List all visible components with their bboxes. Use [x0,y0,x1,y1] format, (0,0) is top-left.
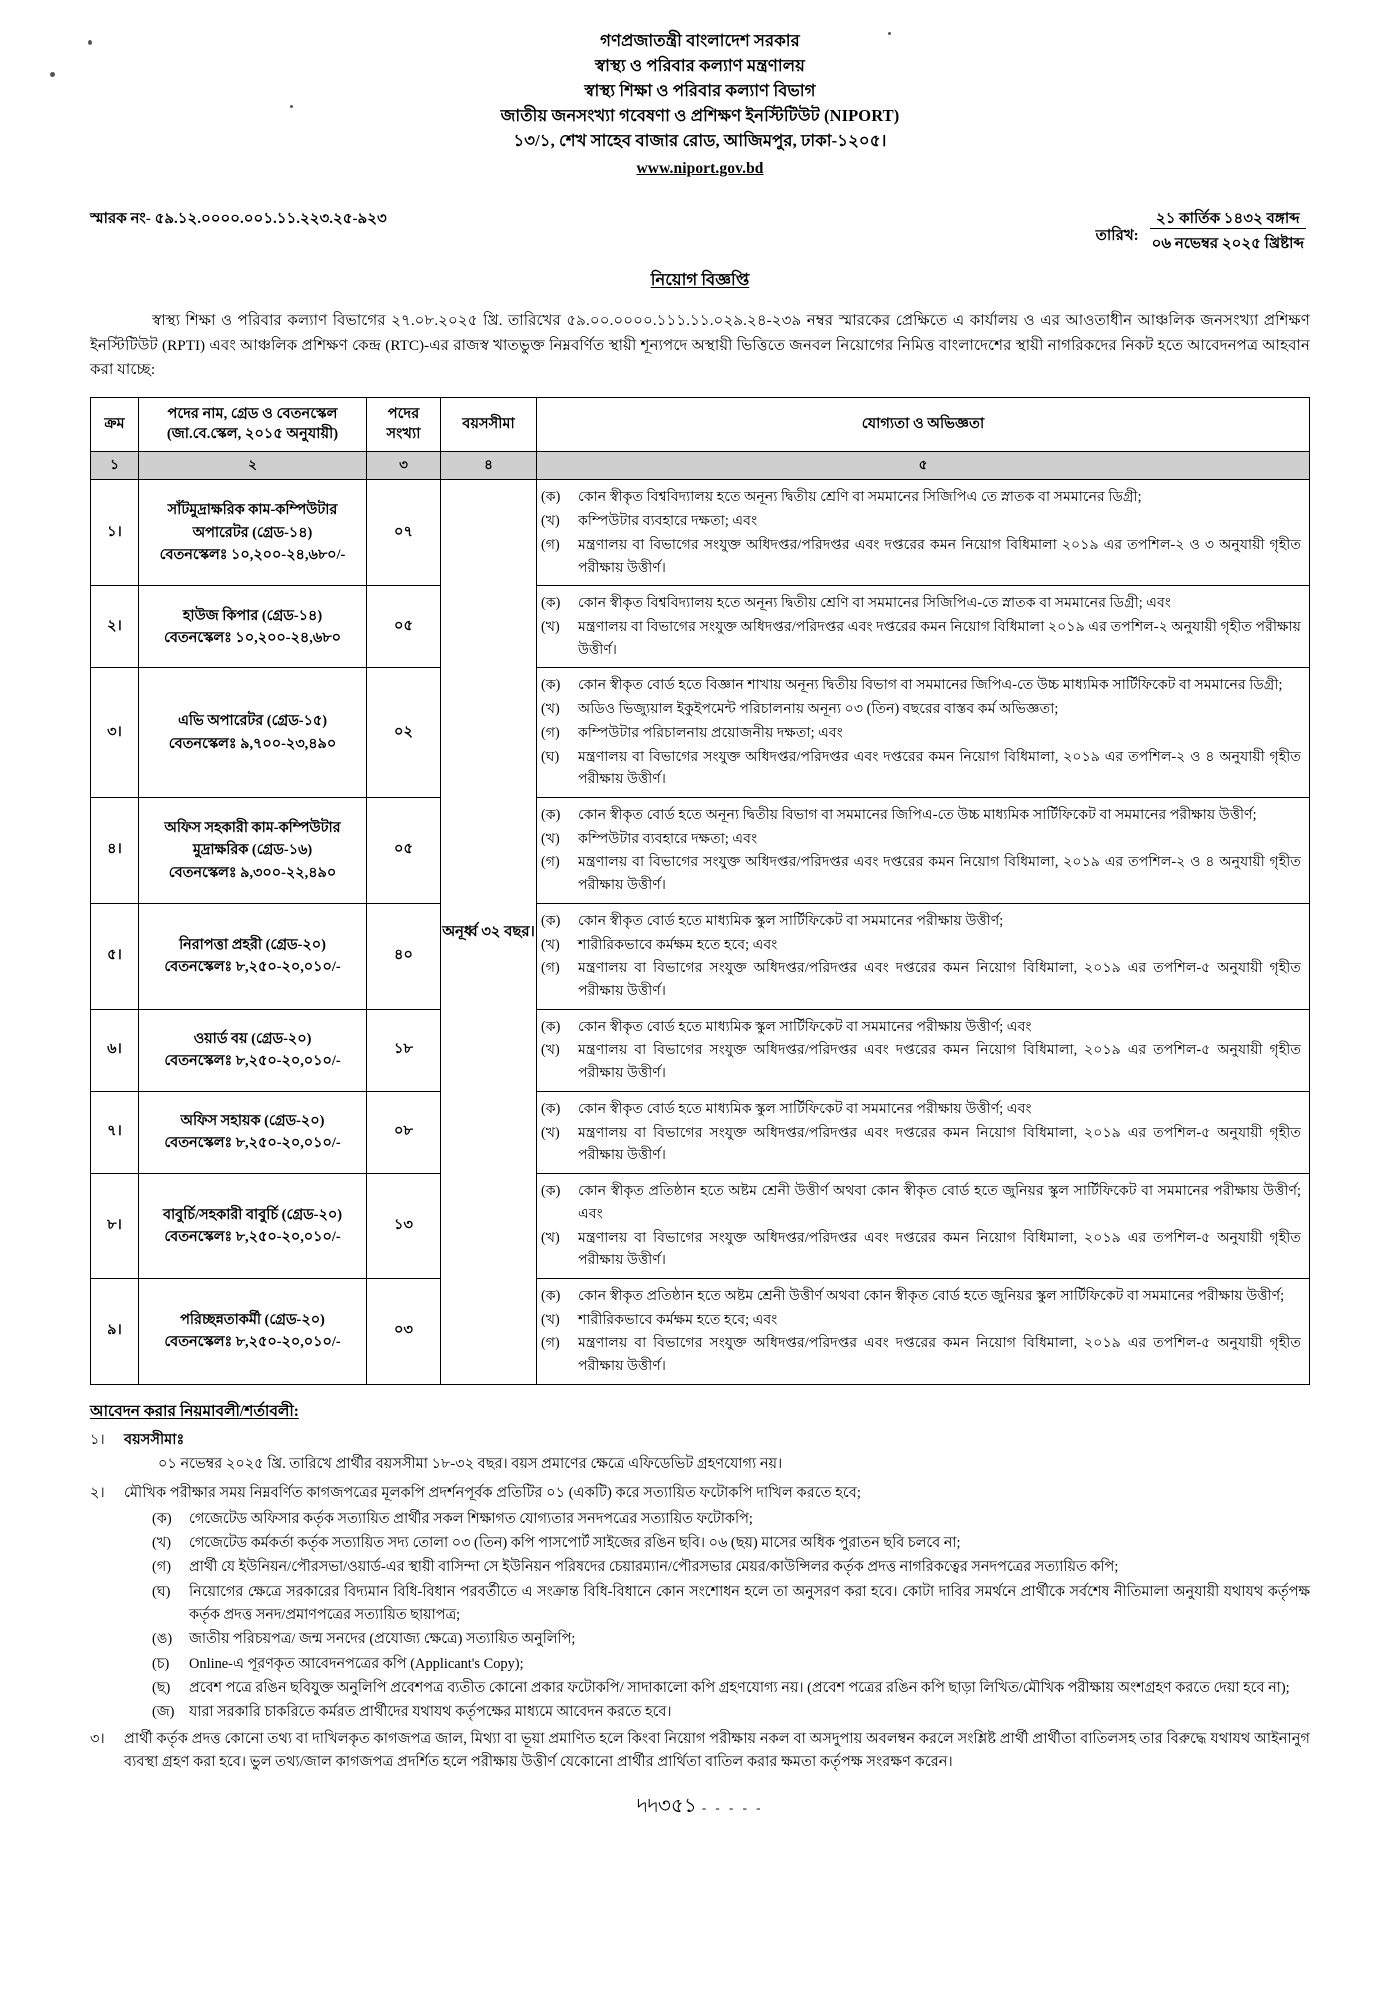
qualification-list [541,592,1301,661]
cell-post [139,1009,367,1091]
vacancy-table [90,397,1310,1385]
institute-name: জাতীয় জনসংখ্যা গবেষণা ও প্রশিক্ষণ ইনস্টিটিউট (NIPORT) [500,106,900,126]
qualification-text: মন্ত্রণালয় বা বিভাগের সংযুক্ত অধিদপ্তর/পরিদপ্তর এবং দপ্তরের কমন নিয়োগ বিধিমালা, ২০১৯ এর তপশিল-৫ অনুযায়ী গৃহীত পরীক্ষায় উত্তীর্ণ। [578,1124,1301,1164]
condition-number: ১। [90,1431,105,1448]
condition-subtext: যারা সরকারি চাকরিতে কর্মরত প্রার্থীদের যথাযথ কর্তৃপক্ষের মাধ্যমে আবেদন করতে হবে। [189,1704,672,1721]
cell-serial: ৩। [91,668,139,798]
qualification-text: কম্পিউটার ব্যবহারে দক্ষতা; এবং [578,513,758,530]
cell-qualification [537,1278,1310,1384]
conditions-list [90,1429,1310,1775]
qualification-marker: (খ) [541,701,560,718]
cell-qualification [537,586,1310,668]
table-row [91,798,1310,904]
condition-submarker: (জ) [152,1704,175,1721]
qualification-marker: (খ) [541,830,560,847]
cell-count: ১৮ [367,1009,441,1091]
table-row [91,1174,1310,1279]
qualification-text: মন্ত্রণালয় বা বিভাগের সংযুক্ত অধিদপ্তর/পরিদপ্তর এবং দপ্তরের কমন নিয়োগ বিধিমালা, ২০১৯ এর তপশিল-৫ অনুযায়ী গৃহীত পরীক্ষায় উত্তীর্ণ। [578,960,1301,1000]
website-line [90,155,1310,181]
post-name: এভি অপারেটর (গ্রেড-১৫) [177,713,328,730]
cell-serial: ৪। [91,798,139,904]
qualification-item [541,1039,1301,1084]
cell-serial: ৮। [91,1174,139,1279]
condition-subtext: জাতীয় পরিচয়পত্র/ জন্ম সনদের (প্রযোজ্য ক্ষেত্রে) সত্যায়িত অনুলিপি; [189,1631,576,1648]
condition-subtext: প্রার্থী যে ইউনিয়ন/পৌরসভা/ওয়ার্ড-এর স্থায়ী বাসিন্দা সে ইউনিয়ন পরিষদের চেয়ারম্যান/পৌরসভার মেয়র/কাউন্সিলর কর্তৃক প্রদত্ত নাগরিকত্বের সনদপত্রের সত্যায়িত কপি; [189,1559,1119,1576]
cell-qualification [537,668,1310,798]
qualification-item [541,804,1301,827]
qualification-marker: (ক) [541,1018,561,1035]
qualification-item [541,934,1301,957]
table-row [91,668,1310,798]
qualification-list [541,486,1301,579]
qualification-marker: (খ) [541,513,560,530]
date-bangla: ২১ কার্তিক ১৪৩২ বঙ্গাব্দ [1150,211,1306,229]
qualification-marker: (খ) [541,936,560,953]
post-payscale: বেতনস্কেলঃ ১০,২০০-২৪,৬৮০/- [159,546,346,563]
division-name: স্বাস্থ্য শিক্ষা ও পরিবার কল্যাণ বিভাগ [584,81,816,101]
condition-submarker: (ঙ) [152,1631,173,1648]
qualification-marker: (ঘ) [541,748,560,765]
qualification-text: মন্ত্রণালয় বা বিভাগের সংযুক্ত অধিদপ্তর/পরিদপ্তর এবং দপ্তরের কমন নিয়োগ বিধিমালা, ২০১৯ এর তপশিল-২ ও ৪ অনুযায়ী গৃহীত পরীক্ষায় উত্তীর্ণ। [578,748,1301,788]
colnum-2: ২ [139,452,367,480]
condition-item [90,1728,1310,1775]
signature-dots: - - - - - [701,1799,764,1815]
scan-speck [88,40,92,45]
institute-address: ১৩/১, শেখ সাহেব বাজার রোড, আজিমপুর, ঢাকা-১২০৫। [513,131,887,151]
qualification-item [541,1180,1301,1225]
condition-body [124,1728,1310,1775]
condition-submarker: (ক) [152,1510,172,1527]
th-qualification: যোগ্যতা ও অভিজ্ঞতা [537,398,1310,452]
condition-title: বয়সসীমাঃ [124,1431,185,1448]
cell-serial: ১। [91,480,139,586]
condition-sublist [152,1508,1310,1725]
condition-submarker: (খ) [152,1534,172,1551]
cell-count: ০৩ [367,1278,441,1384]
scan-speck [50,72,55,77]
qualification-marker: (গ) [541,854,560,871]
condition-subitem [152,1628,1310,1651]
cell-count: ০২ [367,668,441,798]
cell-post [139,480,367,586]
condition-text: ০১ নভেম্বর ২০২৫ খ্রি. তারিখে প্রার্থীর বয়সসীমা ১৮-৩২ বছর। বয়স প্রমাণের ক্ষেত্রে এফিডেভিট গ্রহণযোগ্য নয়। [158,1456,783,1473]
table-row [91,903,1310,1009]
qualification-marker: (ক) [541,1287,561,1304]
cell-count: ০৫ [367,798,441,904]
cell-serial: ৭। [91,1091,139,1173]
date-values [1146,207,1310,257]
condition-subtext: গেজেটেড কর্মকর্তা কর্তৃক সত্যায়িত সদ্য তোলা ০৩ (তিন) কপি পাসপোর্ট সাইজের রঙিন ছবি। ০৬ (ছয়) মাসের অধিক পুরাতন ছবি চলবে না; [189,1534,961,1551]
qualification-text: কোন স্বীকৃত বোর্ড হতে বিজ্ঞান শাখায় অনূন্য দ্বিতীয় বিভাগ বা সমমানের জিপিএ-তে উচ্চ মাধ্যমিক সার্টিফিকেট বা সমমানের ডিগ্রী; [578,677,1283,694]
qualification-text: অডিও ভিজ্যুয়াল ইকুইপমেন্ট পরিচালনায় অনূন্য ০৩ (তিন) বছরের বাস্তব কর্ম অভিজ্ঞতা; [578,701,1059,718]
qualification-marker: (গ) [541,960,560,977]
qualification-marker: (ক) [541,595,561,612]
cell-qualification [537,798,1310,904]
qualification-list [541,674,1301,791]
qualification-text: কোন স্বীকৃত বোর্ড হতে মাধ্যমিক স্কুল সার্টিফিকেট বা সমমানের পরীক্ষায় উত্তীর্ণ; [578,912,1004,929]
post-name: নিরাপত্তা প্রহরী (গ্রেড-২০) [179,936,326,953]
qualification-item [541,722,1301,745]
post-payscale: বেতনস্কেলঃ ৮,২৫০-২০,০১০/- [164,959,341,976]
table-body [91,480,1310,1384]
govt-name: গণপ্রজাতন্ত্রী বাংলাদেশ সরকার [600,31,800,50]
qualification-text: মন্ত্রণালয় বা বিভাগের সংযুক্ত অধিদপ্তর/পরিদপ্তর এবং দপ্তরের কমন নিয়োগ বিধিমালা, ২০১৯ এর তপশিল-২ ও ৪ অনুযায়ী গৃহীত পরীক্ষায় উত্তীর্ণ। [578,854,1301,894]
table-column-number-row [91,452,1310,480]
qualification-item [541,486,1301,509]
cell-post [139,903,367,1009]
post-payscale: বেতনস্কেলঃ ৮,২৫০-২০,০১০/- [164,1334,341,1351]
qualification-marker: (গ) [541,1335,560,1352]
colnum-1: ১ [91,452,139,480]
post-name: হাউজ কিপার (গ্রেড-১৪) [182,607,323,624]
qualification-marker: (খ) [541,618,560,635]
scan-speck [290,105,293,108]
qualification-text: কম্পিউটার পরিচালনায় প্রয়োজনীয় দক্ষতা; এবং [578,724,843,741]
conditions-heading: আবেদন করার নিয়মাবলী/শর্তাবলী: [90,1402,299,1420]
qualification-item [541,534,1301,579]
cell-post [139,668,367,798]
website-link[interactable]: www.niport.gov.bd [636,160,764,178]
qualification-item [541,1016,1301,1039]
condition-subtext: গেজেটেড অফিসার কর্তৃক সত্যায়িত প্রার্থীর সকল শিক্ষাগত যোগ্যতার সনদপত্রের সত্যায়িত ফটোকপি; [189,1510,753,1527]
qualification-list [541,1016,1301,1085]
cell-post [139,798,367,904]
condition-text: প্রার্থী কর্তৃক প্রদত্ত কোনো তথ্য বা দাখিলকৃত কাগজপত্র জাল, মিথ্যা বা ভূয়া প্রমাণিত হলে কিংবা নিয়োগ পরীক্ষায় নকল বা অসদুপায় অবলম্বন করলে সংশ্লিষ্ট প্রার্থী প্রার্থীতা বাতিলসহ তার বিরুদ্ধে যথাযথ আইনানুগ ব্যবস্থা গ্রহণ করা হবে। ভুল তথ্য/জাল কাগজপত্র প্রদর্শিত হলে পরীক্ষায় উত্তীর্ণ যেকোনো প্রার্থীর প্রার্থিতা বাতিল করার ক্ষমতা কর্তৃপক্ষ সংরক্ষণ করেন। [124,1730,1310,1771]
qualification-item [541,1309,1301,1332]
post-name: ওয়ার্ড বয় (গ্রেড-২০) [193,1031,312,1047]
qualification-text: মন্ত্রণালয় বা বিভাগের সংযুক্ত অধিদপ্তর/পরিদপ্তর এবং দপ্তরের কমন নিয়োগ বিধিমালা ২০১৯ এর তপশিল-২ ও ৩ অনুযায়ী গৃহীত পরীক্ষায় উত্তীর্ণ। [578,536,1301,576]
post-payscale: বেতনস্কেলঃ ১০,২০০-২৪,৬৮০ [164,629,341,646]
qualification-marker: (ক) [541,677,561,694]
qualification-text: কোন স্বীকৃত বোর্ড হতে মাধ্যমিক স্কুল সার্টিফিকেট বা সমমানের পরীক্ষায় উত্তীর্ণ; এবং [578,1100,1032,1117]
qualification-item [541,592,1301,615]
condition-subtext: Online-এ পূরণকৃত আবেদনপত্রের কপি (Applicant's Copy); [189,1655,524,1672]
qualification-item [541,1285,1301,1308]
qualification-item [541,1098,1301,1121]
post-payscale: বেতনস্কেলঃ ৮,২৫০-২০,০১০/- [164,1229,341,1245]
cell-count: ৪০ [367,903,441,1009]
cell-qualification [537,903,1310,1009]
qualification-item [541,910,1301,933]
date-english: ০৬ নভেম্বর ২০২৫ খ্রিষ্টাব্দ [1151,235,1304,252]
cell-count: ০৫ [367,586,441,668]
qualification-marker: (খ) [541,1229,560,1246]
table-row [91,480,1310,586]
qualification-marker: (খ) [541,1124,560,1141]
signature-block [90,1791,1310,1824]
th-post: পদের নাম, গ্রেড ও বেতনস্কেল (জা.বে.স্কেল, ২০১৫ অনুযায়ী) [139,398,367,452]
cell-serial: ৬। [91,1009,139,1091]
intro-paragraph: স্বাস্থ্য শিক্ষা ও পরিবার কল্যাণ বিভাগের ২৭.০৮.২০২৫ খ্রি. তারিখের ৫৯.০০.০০০০.১১১.১১.০২৯.২৪-২৩৯ নম্বর স্মারকের প্রেক্ষিতে এ কার্যালয় ও এর আওতাধীন আঞ্চলিক জনসংখ্যা প্রশিক্ষণ ইনস্টিটিউট (RPTI) এবং আঞ্চলিক প্রশিক্ষণ কেন্দ্র (RTC)-এর রাজস্ব খাতভুক্ত নিম্নবর্ণিত স্থায়ী শূন্যপদে অস্থায়ী ভিত্তিতে জনবল নিয়োগের নিমিত্ত বাংলাদেশের স্থায়ী নাগরিকদের নিকট হতে আবেদনপত্র আহবান করা যাচ্ছে: [90,312,1310,379]
table-head [91,398,1310,480]
qualification-marker: (ক) [541,912,561,929]
post-name: সাঁটমুদ্রাক্ষরিক কাম-কম্পিউটার অপারেটর (গ্রেড-১৪) [167,502,338,541]
colnum-4: ৪ [441,452,537,480]
cell-count: ০৮ [367,1091,441,1173]
qualification-item [541,616,1301,661]
table-row [91,1009,1310,1091]
signature-mark: ৸৸৩৫১ [636,1794,697,1817]
memo-number: স্মারক নং- ৫৯.১২.০০০০.০০১.১১.২২৩.২৫-৯২৩ [90,210,387,227]
post-name: বাবুর্চি/সহকারী বাবুর্চি (গ্রেড-২০) [163,1206,342,1223]
condition-submarker: (গ) [152,1559,172,1576]
condition-subtext: নিয়োগের ক্ষেত্রে সরকারের বিদ্যমান বিধি-বিধান পরবর্তীতে এ সংক্রান্ত বিধি-বিধানে কোন সংশোধন হলে তা অনুসরণ করা হবে। কোটা দাবির সমর্থনে প্রার্থীকে সর্বশেষ নীতিমালা অনুযায়ী যথাযথ কর্তৃপক্ষ কর্তৃক প্রদত্ত সনদ/প্রমাণপত্রের সত্যায়িত ছায়াপত্র; [189,1583,1310,1623]
scan-speck [888,32,891,35]
condition-item [90,1429,1310,1480]
qualification-text: কোন স্বীকৃত বিশ্ববিদ্যালয় হতে অনূন্য দ্বিতীয় শ্রেণি বা সমমানের সিজিপিএ তে স্নাতক বা সমমানের ডিগ্রী; [578,489,1142,506]
condition-number: ৩। [90,1730,105,1747]
qualification-list [541,1098,1301,1167]
condition-body [124,1429,1310,1480]
qualification-item [541,957,1301,1002]
qualification-text: কোন স্বীকৃত প্রতিষ্ঠান হতে অষ্টম শ্রেনী উত্তীর্ণ অথবা কোন স্বীকৃত বোর্ড হতে জুনিয়র স্কুল সার্টিফিকেট বা সমমানের পরীক্ষায় উত্তীর্ণ; [578,1287,1285,1304]
qualification-item [541,674,1301,697]
condition-number: ২। [90,1484,105,1501]
qualification-marker: (ক) [541,1100,561,1117]
date-label: তারিখ: [1095,227,1139,244]
condition-text: মৌখিক পরীক্ষার সময় নিম্নবর্ণিত কাগজপত্রের মূলকপি প্রদর্শনপূর্বক প্রতিটির ০১ (একটি) করে সত্যায়িত ফটোকপি দাখিল করতে হবে; [124,1484,861,1501]
condition-submarker: (ছ) [152,1679,171,1696]
qualification-marker: (খ) [541,1311,560,1328]
condition-item [90,1482,1310,1726]
page-title: নিয়োগ বিজ্ঞপ্তি [650,269,750,289]
cell-post [139,1091,367,1173]
cell-post [139,586,367,668]
condition-subitem [152,1556,1310,1579]
cell-count: ০৭ [367,480,441,586]
condition-submarker: (ঘ) [152,1583,171,1600]
qualification-marker: (গ) [541,536,560,553]
qualification-text: কোন স্বীকৃত বিশ্ববিদ্যালয় হতে অনূন্য দ্বিতীয় শ্রেণি বা সমমানের সিজিপিএ-তে স্নাতক বা সমমানের ডিগ্রী; এবং [578,595,1172,612]
qualification-item [541,1227,1301,1272]
qualification-list [541,910,1301,1003]
post-name: অফিস সহায়ক (গ্রেড-২০) [180,1113,325,1130]
cell-serial: ৫। [91,903,139,1009]
post-payscale: বেতনস্কেলঃ ৯,৩০০-২২,৪৯০ [168,864,337,881]
cell-qualification [537,1009,1310,1091]
date-block [1096,207,1310,257]
table-row [91,586,1310,668]
colnum-5: ৫ [537,452,1310,480]
condition-subitem [152,1581,1310,1628]
qualification-marker: (ক) [541,1183,561,1200]
qualification-item [541,1332,1301,1377]
condition-body [124,1482,1310,1726]
condition-subitem [152,1653,1310,1676]
condition-subitem [152,1677,1310,1700]
post-name: পরিচ্ছন্নতাকর্মী (গ্রেড-২০) [180,1312,325,1329]
qualification-item [541,1122,1301,1167]
cell-qualification [537,480,1310,586]
qualification-text: কোন স্বীকৃত বোর্ড হতে মাধ্যমিক স্কুল সার্টিফিকেট বা সমমানের পরীক্ষায় উত্তীর্ণ; এবং [578,1018,1032,1035]
cell-count: ১৩ [367,1174,441,1279]
letterhead [90,28,1310,181]
ministry-name: স্বাস্থ্য ও পরিবার কল্যাণ মন্ত্রণালয় [595,56,805,76]
qualification-item [541,828,1301,851]
qualification-text: শারীরিকভাবে কর্মক্ষম হতে হবে; এবং [578,936,778,953]
condition-subitem [152,1508,1310,1531]
cell-post [139,1278,367,1384]
table-row [91,1278,1310,1384]
cell-serial: ২। [91,586,139,668]
qualification-text: কম্পিউটার ব্যবহারে দক্ষতা; এবং [578,830,758,847]
qualification-marker: (গ) [541,724,560,741]
qualification-list [541,1180,1301,1272]
qualification-item [541,851,1301,896]
condition-subitem [152,1701,1310,1724]
cell-qualification [537,1174,1310,1279]
qualification-marker: (ক) [541,807,561,823]
qualification-text: মন্ত্রণালয় বা বিভাগের সংযুক্ত অধিদপ্তর/পরিদপ্তর এবং দপ্তরের কমন নিয়োগ বিধিমালা, ২০১৯ এর তপশিল-৫ অনুযায়ী গৃহীত পরীক্ষায় উত্তীর্ণ। [578,1335,1301,1375]
qualification-text: মন্ত্রণালয় বা বিভাগের সংযুক্ত অধিদপ্তর/পরিদপ্তর এবং দপ্তরের কমন নিয়োগ বিধিমালা, ২০১৯ এর তপশিল-৫ অনুযায়ী গৃহীত পরীক্ষায় উত্তীর্ণ। [578,1042,1301,1082]
post-name: অফিস সহকারী কাম-কম্পিউটার মুদ্রাক্ষরিক (গ্রেড-১৬) [164,819,341,859]
th-serial: ক্রম [91,398,139,452]
qualification-text: শারীরিকভাবে কর্মক্ষম হতে হবে; এবং [578,1311,778,1328]
table-header-row [91,398,1310,452]
table-row [91,1091,1310,1173]
cell-qualification [537,1091,1310,1173]
cell-post [139,1174,367,1279]
condition-subtext: প্রবেশ পত্রে রঙিন ছবিযুক্ত অনুলিপি প্রবেশপত্র ব্যতীত কোনো প্রকার ফটোকপি/ সাদাকালো কপি গ্রহণযোগ্য নয়। (প্রবেশ পত্রের রঙিন কপি ছাড়া লিখিত/মৌখিক পরীক্ষায় অংশগ্রহণ করতে দেয়া হবে না); [189,1679,1290,1696]
th-age: বয়সসীমা [441,398,537,452]
memo-date-row [90,207,1310,257]
qualification-text: কোন স্বীকৃত প্রতিষ্ঠান হতে অষ্টম শ্রেনী উত্তীর্ণ অথবা কোন স্বীকৃত বোর্ড হতে জুনিয়র স্কুল সার্টিফিকেট বা সমমানের পরীক্ষায় উত্তীর্ণ; এবং [578,1183,1301,1222]
post-payscale: বেতনস্কেলঃ ৮,২৫০-২০,০১০/- [164,1053,341,1070]
qualification-list [541,1285,1301,1378]
post-payscale: বেতনস্কেলঃ ৮,২৫০-২০,০১০/- [164,1135,341,1152]
post-payscale: বেতনস্কেলঃ ৯,৭০০-২৩,৪৯০ [168,735,337,752]
qualification-item [541,746,1301,791]
cell-age-limit: অনূর্ধ্ব ৩২ বছর। [441,480,537,1384]
qualification-item [541,698,1301,721]
qualification-text: মন্ত্রণালয় বা বিভাগের সংযুক্ত অধিদপ্তর/পরিদপ্তর এবং দপ্তরের কমন নিয়োগ বিধিমালা ২০১৯ এর তপশিল-২ অনুযায়ী গৃহীত পরীক্ষায় উত্তীর্ণ। [578,618,1301,658]
condition-subitem [152,1532,1310,1555]
condition-submarker: (চ) [152,1655,170,1672]
qualification-list [541,804,1301,897]
qualification-text: কোন স্বীকৃত বোর্ড হতে অনূন্য দ্বিতীয় বিভাগ বা সমমানের জিপিএ-তে উচ্চ মাধ্যমিক সার্টিফিকেট বা সমমানের পরীক্ষায় উত্তীর্ণ; [578,807,1257,823]
qualification-marker: (খ) [541,1042,560,1059]
colnum-3: ৩ [367,452,441,480]
qualification-text: মন্ত্রণালয় বা বিভাগের সংযুক্ত অধিদপ্তর/পরিদপ্তর এবং দপ্তরের কমন নিয়োগ বিধিমালা, ২০১৯ এর তপশিল-৫ অনুযায়ী গৃহীত পরীক্ষায় উত্তীর্ণ। [578,1229,1301,1269]
qualification-marker: (ক) [541,489,561,506]
th-count: পদের সংখ্যা [367,398,441,452]
cell-serial: ৯। [91,1278,139,1384]
qualification-item [541,510,1301,533]
